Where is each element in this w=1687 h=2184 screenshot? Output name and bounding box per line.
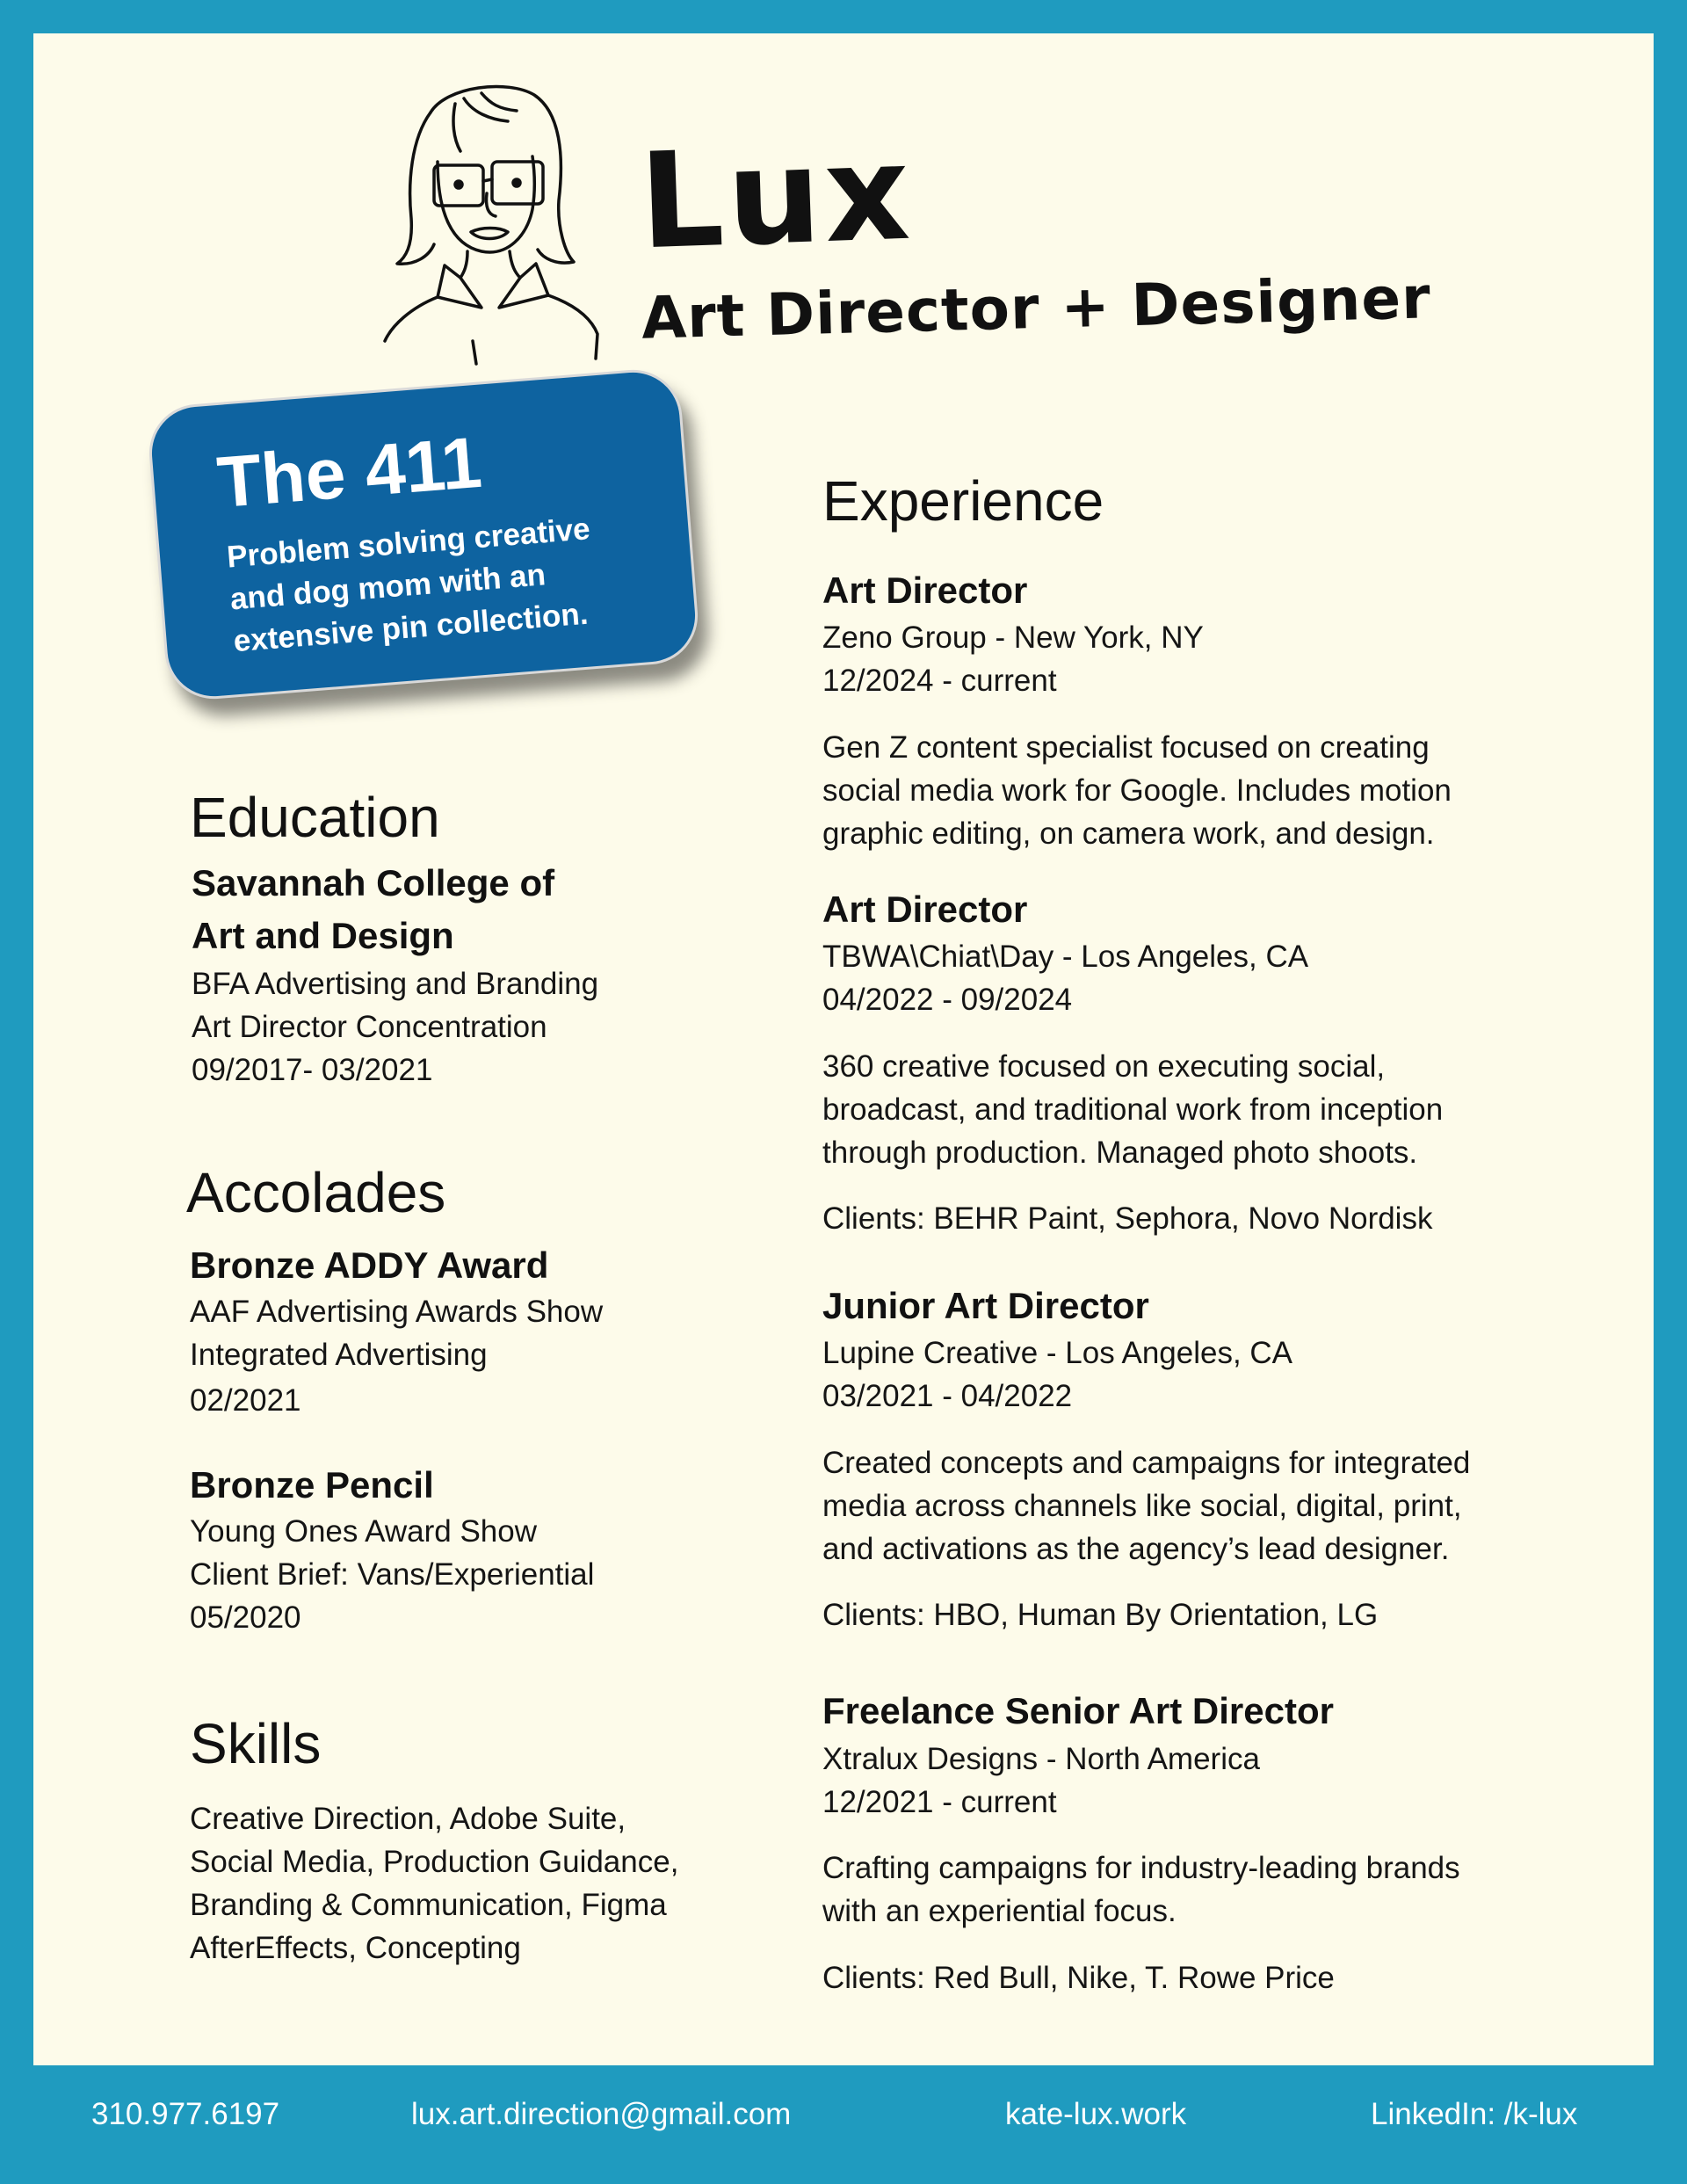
portrait-illustration [376,77,622,367]
accolade-line: 05/2020 [190,1600,301,1635]
experience-heading: Experience [822,469,1104,533]
footer-linkedin[interactable]: LinkedIn: /k-lux [1371,2097,1578,2131]
job-role: Junior Art Director [822,1285,1149,1326]
job-company: Zeno Group - New York, NY [822,620,1204,655]
education-school-line2: Art and Design [192,915,454,956]
job-dates: 04/2022 - 09/2024 [822,983,1073,1017]
skills-line: Branding & Communication, Figma [190,1888,667,1922]
job-description-line: with an experiential focus. [822,1894,1177,1928]
job-description-line: 360 creative focused on executing social, [822,1049,1386,1084]
accolade-line: Integrated Advertising [190,1338,488,1372]
accolade-title: Bronze Pencil [190,1464,434,1506]
intro-card [146,366,701,703]
accolade-line: Young Ones Award Show [190,1514,538,1549]
skills-heading: Skills [190,1712,322,1775]
logo-title: Art Director + Designer [641,264,1432,352]
logo-name: Lux [637,116,916,279]
job-dates: 12/2024 - current [822,664,1057,698]
job-role: Art Director [822,570,1028,611]
footer-email[interactable]: lux.art.direction@gmail.com [411,2097,792,2131]
job-description-line: Created concepts and campaigns for integrated [822,1446,1471,1480]
job-description-line: broadcast, and traditional work from inception [822,1092,1444,1127]
job-clients: Clients: HBO, Human By Orientation, LG [822,1598,1379,1632]
education-heading: Education [190,786,440,849]
footer-website[interactable]: kate-lux.work [1005,2097,1187,2131]
accolade-line: Client Brief: Vans/Experiential [190,1557,595,1592]
job-description-line: and activations as the agency’s lead designer. [822,1532,1450,1566]
job-role: Freelance Senior Art Director [822,1690,1334,1731]
job-description-line: social media work for Google. Includes motion [822,773,1452,808]
accolade-line: AAF Advertising Awards Show [190,1295,604,1329]
skills-line: AfterEffects, Concepting [190,1931,521,1965]
job-dates: 03/2021 - 04/2022 [822,1379,1073,1413]
job-description-line: Crafting campaigns for industry-leading brands [822,1851,1460,1885]
job-company: Xtralux Designs - North America [822,1742,1260,1776]
job-description-line: through production. Managed photo shoots. [822,1136,1418,1170]
education-concentration: Art Director Concentration [192,1010,547,1044]
job-description-line: Gen Z content specialist focused on creating [822,730,1430,765]
job-clients: Clients: Red Bull, Nike, T. Rowe Price [822,1961,1335,1995]
accolades-heading: Accolades [186,1161,446,1224]
accolade-line: 02/2021 [190,1383,301,1418]
job-company: Lupine Creative - Los Angeles, CA [822,1336,1293,1370]
intro-card-body: Problem solving creative and dog mom with an extensive pin collection. [225,512,591,659]
education-school-line1: Savannah College of [192,862,555,903]
footer-phone[interactable]: 310.977.6197 [91,2097,280,2131]
accolade-title: Bronze ADDY Award [190,1244,549,1286]
job-company: TBWA\Chiat\Day - Los Angeles, CA [822,940,1309,974]
job-dates: 12/2021 - current [822,1785,1057,1819]
job-description-line: media across channels like social, digital, print, [822,1489,1462,1523]
intro-card-heading: The 411 [214,422,485,524]
job-role: Art Director [822,889,1028,930]
job-description-line: graphic editing, on camera work, and design. [822,816,1435,851]
skills-line: Creative Direction, Adobe Suite, [190,1802,626,1836]
education-degree: BFA Advertising and Branding [192,967,599,1001]
education-dates: 09/2017- 03/2021 [192,1053,433,1087]
job-clients: Clients: BEHR Paint, Sephora, Novo Nordisk [822,1201,1433,1236]
skills-line: Social Media, Production Guidance, [190,1845,679,1879]
